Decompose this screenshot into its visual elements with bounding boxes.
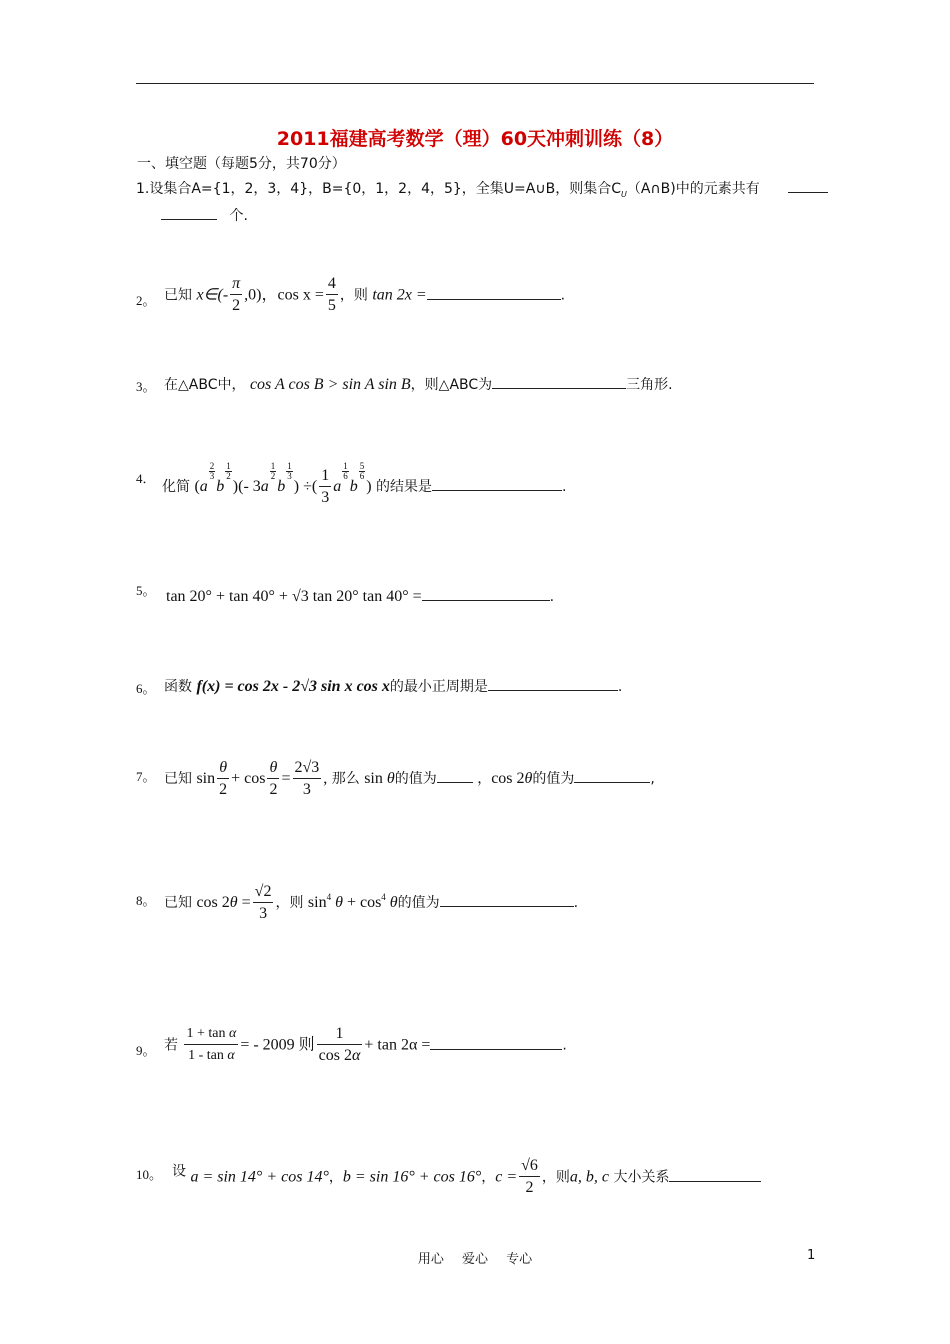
question-text: ，	[477, 771, 492, 788]
question-9	[164, 1024, 567, 1067]
math-fraction: $\frac{√6}{2}$	[521, 1157, 538, 1196]
page-title: 2011福建高考数学（理）60天冲刺训练（8）	[276, 128, 674, 150]
math-expr: b = sin 16° + cos 16°	[342, 1168, 482, 1186]
period: .	[573, 895, 579, 912]
question-5	[166, 586, 554, 606]
math-expr: f(x) = cos 2x - 2√3 sin x cos x	[196, 678, 390, 695]
numerator: 4	[326, 274, 338, 295]
question-text: 化简	[162, 479, 190, 495]
question-text: 的最小正周期是	[389, 679, 488, 695]
question-text-tail: 个.	[229, 208, 248, 224]
math-expr: a, b, c	[569, 1168, 610, 1186]
question-number: 3。	[136, 379, 156, 394]
question-text: 已知	[164, 771, 192, 788]
math-expr: cos A cos B > sin A sin B	[249, 376, 411, 393]
question-text: ，则△ABC为	[410, 377, 493, 393]
question-number: 10。	[136, 1167, 163, 1182]
question-text: 设	[172, 1163, 186, 1180]
question-3	[164, 374, 673, 394]
period: .	[549, 589, 555, 605]
math-expr: cos 2θ	[491, 770, 533, 788]
question-text: 的值为	[397, 895, 440, 912]
question-number: 1.	[136, 181, 150, 197]
question-text: 若	[164, 1037, 178, 1054]
denominator: 5	[327, 297, 336, 314]
math-expr: c =	[495, 1168, 518, 1186]
question-2	[164, 274, 565, 317]
question-1	[136, 178, 828, 199]
question-10: 设 a = sin 14° + cos 14°，b = sin 16° + cos 16°，c = $\frac{√6}{2}$ ，则a, b, c 大小关系	[172, 1156, 761, 1199]
math-expr: cos 2θ = $\frac{√2}{3}$	[196, 883, 272, 922]
question-number: 2。	[136, 293, 156, 308]
question-text: 已知	[164, 895, 192, 912]
page-footer: 用心 爱心 专心	[417, 1252, 533, 1267]
math-expr: = - 2009 则	[240, 1036, 315, 1054]
question-text: 已知	[164, 287, 192, 304]
question-text: 在△ABC中，	[164, 377, 246, 393]
math-expr: (a $\frac{2}{3}$ b $\frac{1}{2}$ )(- 3a $\frac{1}{2}$ b $\frac{1}{3}$ ) ÷( $\frac{1}{3}$ a $\frac{1}{6}$ b $\frac{5}{6}$ )	[194, 461, 372, 506]
question-text-2: （A∩B)中的元素共有	[626, 181, 760, 197]
question-number: 4．	[136, 471, 156, 486]
question-number: 9。	[136, 1043, 156, 1058]
math-expr: $\sin^4 \theta + \cos^4 \theta$	[307, 892, 398, 912]
question-8	[164, 882, 578, 925]
question-number: 6。	[136, 681, 156, 696]
answer-blank[interactable]	[430, 1035, 562, 1050]
question-number: 5。	[136, 583, 156, 598]
math-expr: tan 20° + tan 40° + √3 tan 20° tan 40° =	[166, 588, 422, 605]
answer-blank[interactable]	[488, 676, 618, 691]
answer-blank[interactable]	[161, 205, 217, 220]
answer-blank[interactable]	[432, 476, 562, 491]
answer-blank[interactable]	[492, 374, 626, 389]
math-expr: a = sin 14° + cos 14°	[190, 1168, 329, 1186]
math-expr: ,0)，cos x =	[244, 286, 324, 304]
question-text: 的值为	[532, 771, 575, 788]
question-6	[164, 676, 622, 696]
answer-blank[interactable]	[669, 1167, 761, 1182]
question-text: 三角形.	[626, 377, 673, 393]
period: .	[617, 679, 623, 695]
header-rule	[136, 83, 814, 84]
answer-blank[interactable]	[574, 768, 650, 783]
math-fraction: $\frac{\text{1 + tan α}}{\text{1 - tan α}}$	[186, 1026, 237, 1063]
question-text: 大小关系	[613, 1169, 670, 1186]
math-expr: x∈(-	[196, 286, 229, 304]
question-4	[162, 462, 566, 509]
section-heading: 一、填空题（每题5分，共70分）	[137, 156, 346, 172]
question-text: 的值为	[394, 771, 437, 788]
question-number: 7。	[136, 769, 156, 784]
question-text: ，则	[541, 1169, 570, 1186]
comma: ,	[650, 771, 655, 788]
complement-subscript: U	[620, 189, 627, 199]
math-expr: tan 2x =	[372, 286, 427, 304]
answer-blank[interactable]	[440, 892, 574, 907]
period: .	[561, 479, 567, 495]
math-expr: sin θ	[364, 770, 395, 788]
question-1-cont	[161, 205, 248, 225]
question-text: 函数	[164, 679, 192, 695]
numerator: π	[230, 274, 242, 295]
question-7	[164, 758, 655, 801]
answer-blank[interactable]	[427, 285, 561, 300]
question-text: 那么	[331, 771, 360, 788]
question-text: ，则	[275, 895, 304, 912]
answer-blank[interactable]	[422, 586, 550, 601]
question-number: 8。	[136, 893, 156, 908]
math-fraction: $\frac{1}{\cos 2\alpha}$	[318, 1025, 361, 1064]
math-expr: sin $\frac{\theta}{2}$ + cos $\frac{\theta}{2}$ = $\frac{2√3}{3}$ ,	[196, 759, 328, 798]
period: .	[562, 1037, 567, 1054]
denominator: 2	[232, 297, 241, 314]
page-number: 1	[807, 1248, 816, 1263]
answer-blank[interactable]	[437, 768, 473, 783]
answer-blank[interactable]	[788, 178, 828, 193]
question-text: 的结果是	[375, 479, 432, 495]
period: .	[560, 287, 566, 304]
math-expr: + tan 2α =	[364, 1036, 431, 1054]
question-text: ，则	[339, 287, 368, 304]
question-text: 设集合A={1，2，3，4}，B={0，1，2，4，5}，全集U=A∪B，则集合C	[149, 181, 621, 197]
